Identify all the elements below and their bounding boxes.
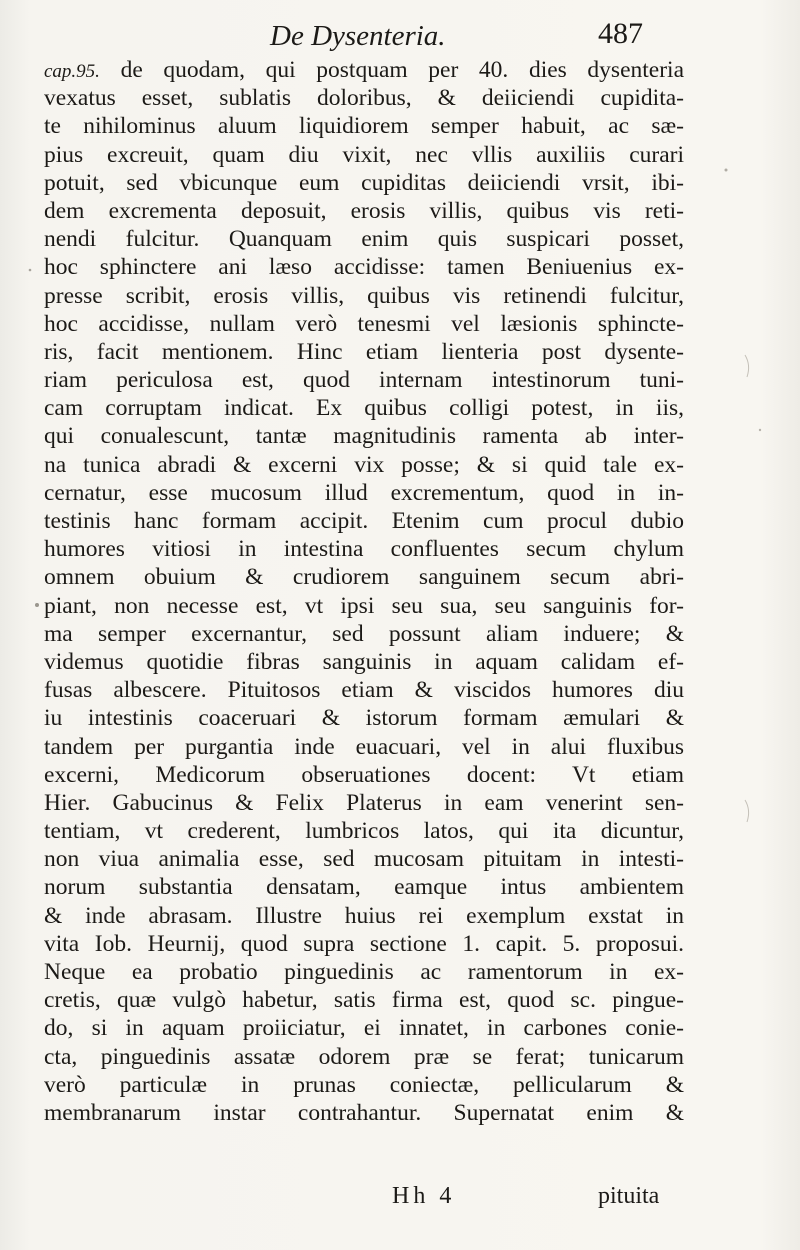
text-line: presse scribit, erosis villis, quibus vis retinendi fulcitur, <box>44 282 684 309</box>
text-line: tandem per purgantia inde euacuari, vel in alui fluxibus <box>44 733 684 760</box>
text-line: & inde abrasam. Illustre huius rei exemplum exstat in <box>44 902 684 929</box>
text-line: Neque ea probatio pinguedinis ac ramentorum in ex- <box>44 959 684 985</box>
text-line: pius excreuit, quam diu vixit, nec vllis auxiliis curari <box>44 141 684 168</box>
text-line: non viua animalia esse, sed mucosam pituitam in intesti- <box>44 846 684 873</box>
text-line: cta, pinguedinis assatæ odorem præ se ferat; tunicarum <box>44 1043 684 1070</box>
body-text <box>44 56 684 1127</box>
text-line: dem excrementa deposuit, erosis villis, quibus vis reti- <box>44 197 684 224</box>
text-line: qui conualescunt, tantæ magnitudinis ramenta ab inter- <box>44 423 684 450</box>
text-line: ris, facit mentionem. Hinc etiam lienteria post dysente- <box>44 338 684 365</box>
page-footer <box>0 1178 800 1214</box>
text-line: riam periculosa est, quod internam intestinorum tuni- <box>44 367 684 394</box>
catchword: pituita <box>598 1183 660 1209</box>
running-head: De Dysenteria. <box>270 20 446 52</box>
text-line: iu intestinis coaceruari & istorum formam æmulari & <box>44 705 684 732</box>
text-line: ma semper excernantur, sed possunt aliam induere; & <box>44 620 684 647</box>
text-line: cam corruptam indicat. Ex quibus colligi potest, in iis, <box>44 395 684 422</box>
text-line: omnem obuium & crudiorem sanguinem secum abri- <box>44 564 684 591</box>
text-line: tentiam, vt crederent, lumbricos latos, qui ita dicuntur, <box>44 818 684 845</box>
text-line: te nihilominus aluum liquidiorem semper habuit, ac sæ- <box>44 113 684 140</box>
text-line: videmus quotidie fibras sanguinis in aquam calidam ef- <box>44 648 684 675</box>
page-number: 487 <box>598 17 643 50</box>
text-line: cernatur, esse mucosum illud excrementum, quod in in- <box>44 479 684 506</box>
text-line: nendi fulcitur. Quanquam enim quis suspicari posset, <box>44 226 684 253</box>
text-line: na tunica abradi & excerni vix posse; & si quid tale ex- <box>44 451 684 478</box>
text-line: excerni, Medicorum obseruationes docent: Vt etiam <box>44 761 684 788</box>
margin-reference: cap.95. <box>44 61 100 82</box>
text-line: vita Iob. Heurnij, quod supra sectione 1. capit. 5. proposui. <box>44 930 684 957</box>
text-line: Hier. Gabucinus & Felix Platerus in eam venerint sen- <box>44 789 684 816</box>
text-line: piant, non necesse est, vt ipsi seu sua, seu sanguinis for- <box>44 592 684 619</box>
text-line: vexatus esset, sublatis doloribus, & deiiciendi cupidita- <box>44 85 684 112</box>
text-line: membranarum instar contrahantur. Supernatat enim & <box>44 1099 684 1126</box>
text-line: cap.95. de quodam, qui postquam per 40. dies dysenteria <box>44 57 684 83</box>
text-line: hoc accidisse, nullam verò tenesmi vel læsionis sphincte- <box>44 310 684 337</box>
text-line: verò particulæ in prunas coniectæ, pellicularum & <box>44 1071 684 1098</box>
text-line: hoc sphinctere ani læso accidisse: tamen Beniuenius ex- <box>44 254 684 281</box>
text-line: do, si in aquam proiiciatur, ei innatet, in carbones conie- <box>44 1015 684 1042</box>
text-line: humores vitiosi in intestina confluentes secum chylum <box>44 536 684 563</box>
signature-mark: Hh 4 <box>392 1183 456 1209</box>
text-line: potuit, sed vbicunque eum cupiditas deiiciendi vrsit, ibi- <box>44 169 684 196</box>
text-line: testinis hanc formam accipit. Etenim cum procul dubio <box>44 508 684 534</box>
text-line: fusas albescere. Pituitosos etiam & viscidos humores diu <box>44 677 684 704</box>
text-line: norum substantia densatam, eamque intus ambientem <box>44 874 684 901</box>
text-line: cretis, quæ vulgò habetur, satis firma est, quod sc. pingue- <box>44 987 684 1014</box>
